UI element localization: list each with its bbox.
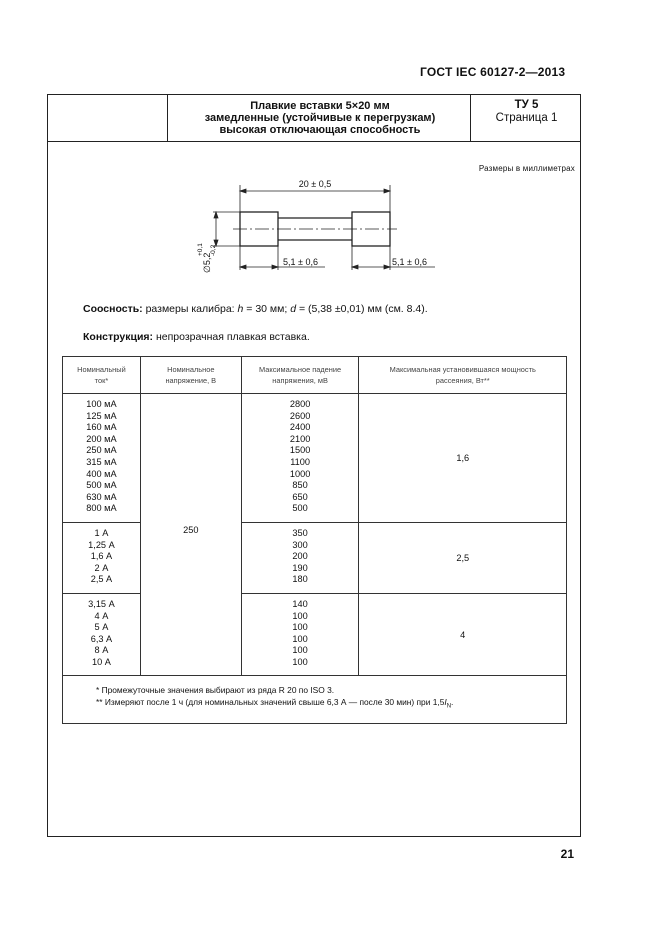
drop-value: 180 <box>292 574 308 585</box>
title-line: замедленные (устойчивые к перегрузкам) <box>204 112 436 124</box>
cap-right-label: 5,1 ± 0,6 <box>392 257 427 267</box>
current-value: 100 мА <box>86 399 117 409</box>
table-row <box>63 523 567 594</box>
sheet-info <box>472 99 581 125</box>
table-row <box>63 594 567 676</box>
drop-value: 100 <box>292 633 308 644</box>
current-value: 630 мА <box>86 491 117 502</box>
arrow-head <box>240 265 246 269</box>
power-cell: 4 <box>359 594 567 676</box>
drop-value: 2800 <box>289 399 311 409</box>
drop-value: 2100 <box>289 433 311 444</box>
current-value: 4 А <box>94 610 109 621</box>
power-cell: 2,5 <box>359 523 567 594</box>
ratings-table <box>62 356 567 724</box>
header-divider <box>167 94 168 141</box>
drop-value: 350 <box>292 528 308 538</box>
drop-value: 1100 <box>290 456 310 467</box>
arrow-head <box>214 212 218 218</box>
drop-value: 1000 <box>289 468 311 479</box>
d-symbol: d <box>290 303 297 315</box>
page-number: 21 <box>560 847 574 861</box>
title-line: Плавкие вставки 5×20 мм <box>250 100 390 112</box>
coaxiality-paragraph <box>83 303 428 315</box>
drop-value: 100 <box>292 622 308 633</box>
current-value: 500 мА <box>86 480 117 491</box>
current-value: 1 А <box>94 528 109 538</box>
construction-paragraph <box>83 331 310 343</box>
drop-value: 300 <box>292 539 308 550</box>
footnote-2 <box>96 697 453 710</box>
current-value: 800 мА <box>86 503 117 514</box>
drop-value: 100 <box>292 610 308 621</box>
construction-label: Конструкция: <box>83 331 154 343</box>
arrow-head <box>384 189 390 193</box>
current-value: 3,15 А <box>88 599 115 609</box>
footnote-2-subscript: N <box>446 703 452 710</box>
coaxiality-text: = 30 мм; <box>243 303 291 315</box>
current-cell <box>63 594 141 676</box>
sheet-page: Страница 1 <box>495 112 558 124</box>
footnote-1: * Промежуточные значения выбирают из ряда R 20 по ISO 3. <box>96 685 335 695</box>
current-value: 400 мА <box>86 468 117 479</box>
table-header-row <box>63 357 567 394</box>
fuse-drawing <box>185 176 455 276</box>
coaxiality-text: размеры калибра: <box>142 303 238 315</box>
header-cell-drop: Максимальное падение напряжения, мВ <box>241 357 359 394</box>
cap-left-label: 5,1 ± 0,6 <box>283 257 318 267</box>
drop-value: 650 <box>292 491 308 502</box>
header-cell-current: Номинальный ток* <box>63 357 141 394</box>
current-value: 8 А <box>94 645 109 656</box>
current-cell <box>63 394 141 523</box>
h-symbol: h <box>237 303 244 315</box>
current-value: 1,25 А <box>88 539 115 550</box>
footnote-2-end: . <box>451 697 454 707</box>
drop-value: 100 <box>292 645 308 656</box>
drop-cell <box>241 523 359 594</box>
overall-length-label: 20 ± 0,5 <box>298 179 332 189</box>
drop-value: 200 <box>292 551 308 562</box>
standard-id: ГОСТ IEC 60127-2—2013 <box>420 65 566 79</box>
current-value: 315 мА <box>86 456 117 467</box>
arrow-head <box>384 265 390 269</box>
arrow-head <box>240 189 246 193</box>
header-block <box>47 94 581 142</box>
power-cell: 1,6 <box>359 394 567 523</box>
current-cell <box>63 523 141 594</box>
diameter-tol-upper: +0,1 <box>197 243 204 256</box>
current-value: 6,3 А <box>90 633 113 644</box>
dimensions-note: Размеры в миллиметрах <box>478 164 575 173</box>
current-value: 2 А <box>94 562 109 573</box>
drop-cell <box>241 394 359 523</box>
diameter-tol-lower: -0,2 <box>210 244 217 256</box>
drop-value: 850 <box>292 480 308 491</box>
drop-value: 100 <box>292 656 308 667</box>
header-title <box>169 100 471 136</box>
current-value: 10 А <box>91 656 111 667</box>
title-line: высокая отключающая способность <box>219 124 421 136</box>
drop-value: 500 <box>292 503 308 514</box>
current-value: 200 мА <box>86 433 117 444</box>
drop-value: 190 <box>292 562 308 573</box>
coaxiality-label: Соосность: <box>83 303 143 315</box>
voltage-cell: 250 <box>140 394 241 676</box>
construction-text: непрозрачная плавкая вставка. <box>153 331 310 343</box>
drop-value: 2600 <box>289 410 311 421</box>
current-value: 160 мА <box>86 422 117 433</box>
sheet-code: ТУ 5 <box>514 99 539 111</box>
header-cell-power: Максимальная установившаяся мощность рассеяния, Вт** <box>359 357 567 394</box>
footnote-2-symbol: I <box>444 697 447 707</box>
drop-value: 2400 <box>289 422 311 433</box>
current-value: 2,5 А <box>90 574 113 585</box>
current-value: 1,6 А <box>90 551 113 562</box>
table-row <box>63 394 567 523</box>
diameter-label: ∅5,2 <box>202 252 212 273</box>
arrow-head <box>272 265 278 269</box>
current-value: 250 мА <box>86 445 117 456</box>
drop-cell <box>241 594 359 676</box>
arrow-head <box>352 265 358 269</box>
drop-value: 1500 <box>289 445 311 456</box>
header-cell-voltage: Номинальное напряжение, В <box>140 357 241 394</box>
drop-value: 140 <box>292 599 308 609</box>
current-value: 125 мА <box>86 410 117 421</box>
coaxiality-text: = (5,38 ±0,01) мм (см. 8.4). <box>296 303 428 315</box>
footnote-2-text: ** Измеряют после 1 ч (для номинальных значений свыше 6,3 А — после 30 мин) при 1,5 <box>96 697 445 707</box>
current-value: 5 А <box>94 622 109 633</box>
